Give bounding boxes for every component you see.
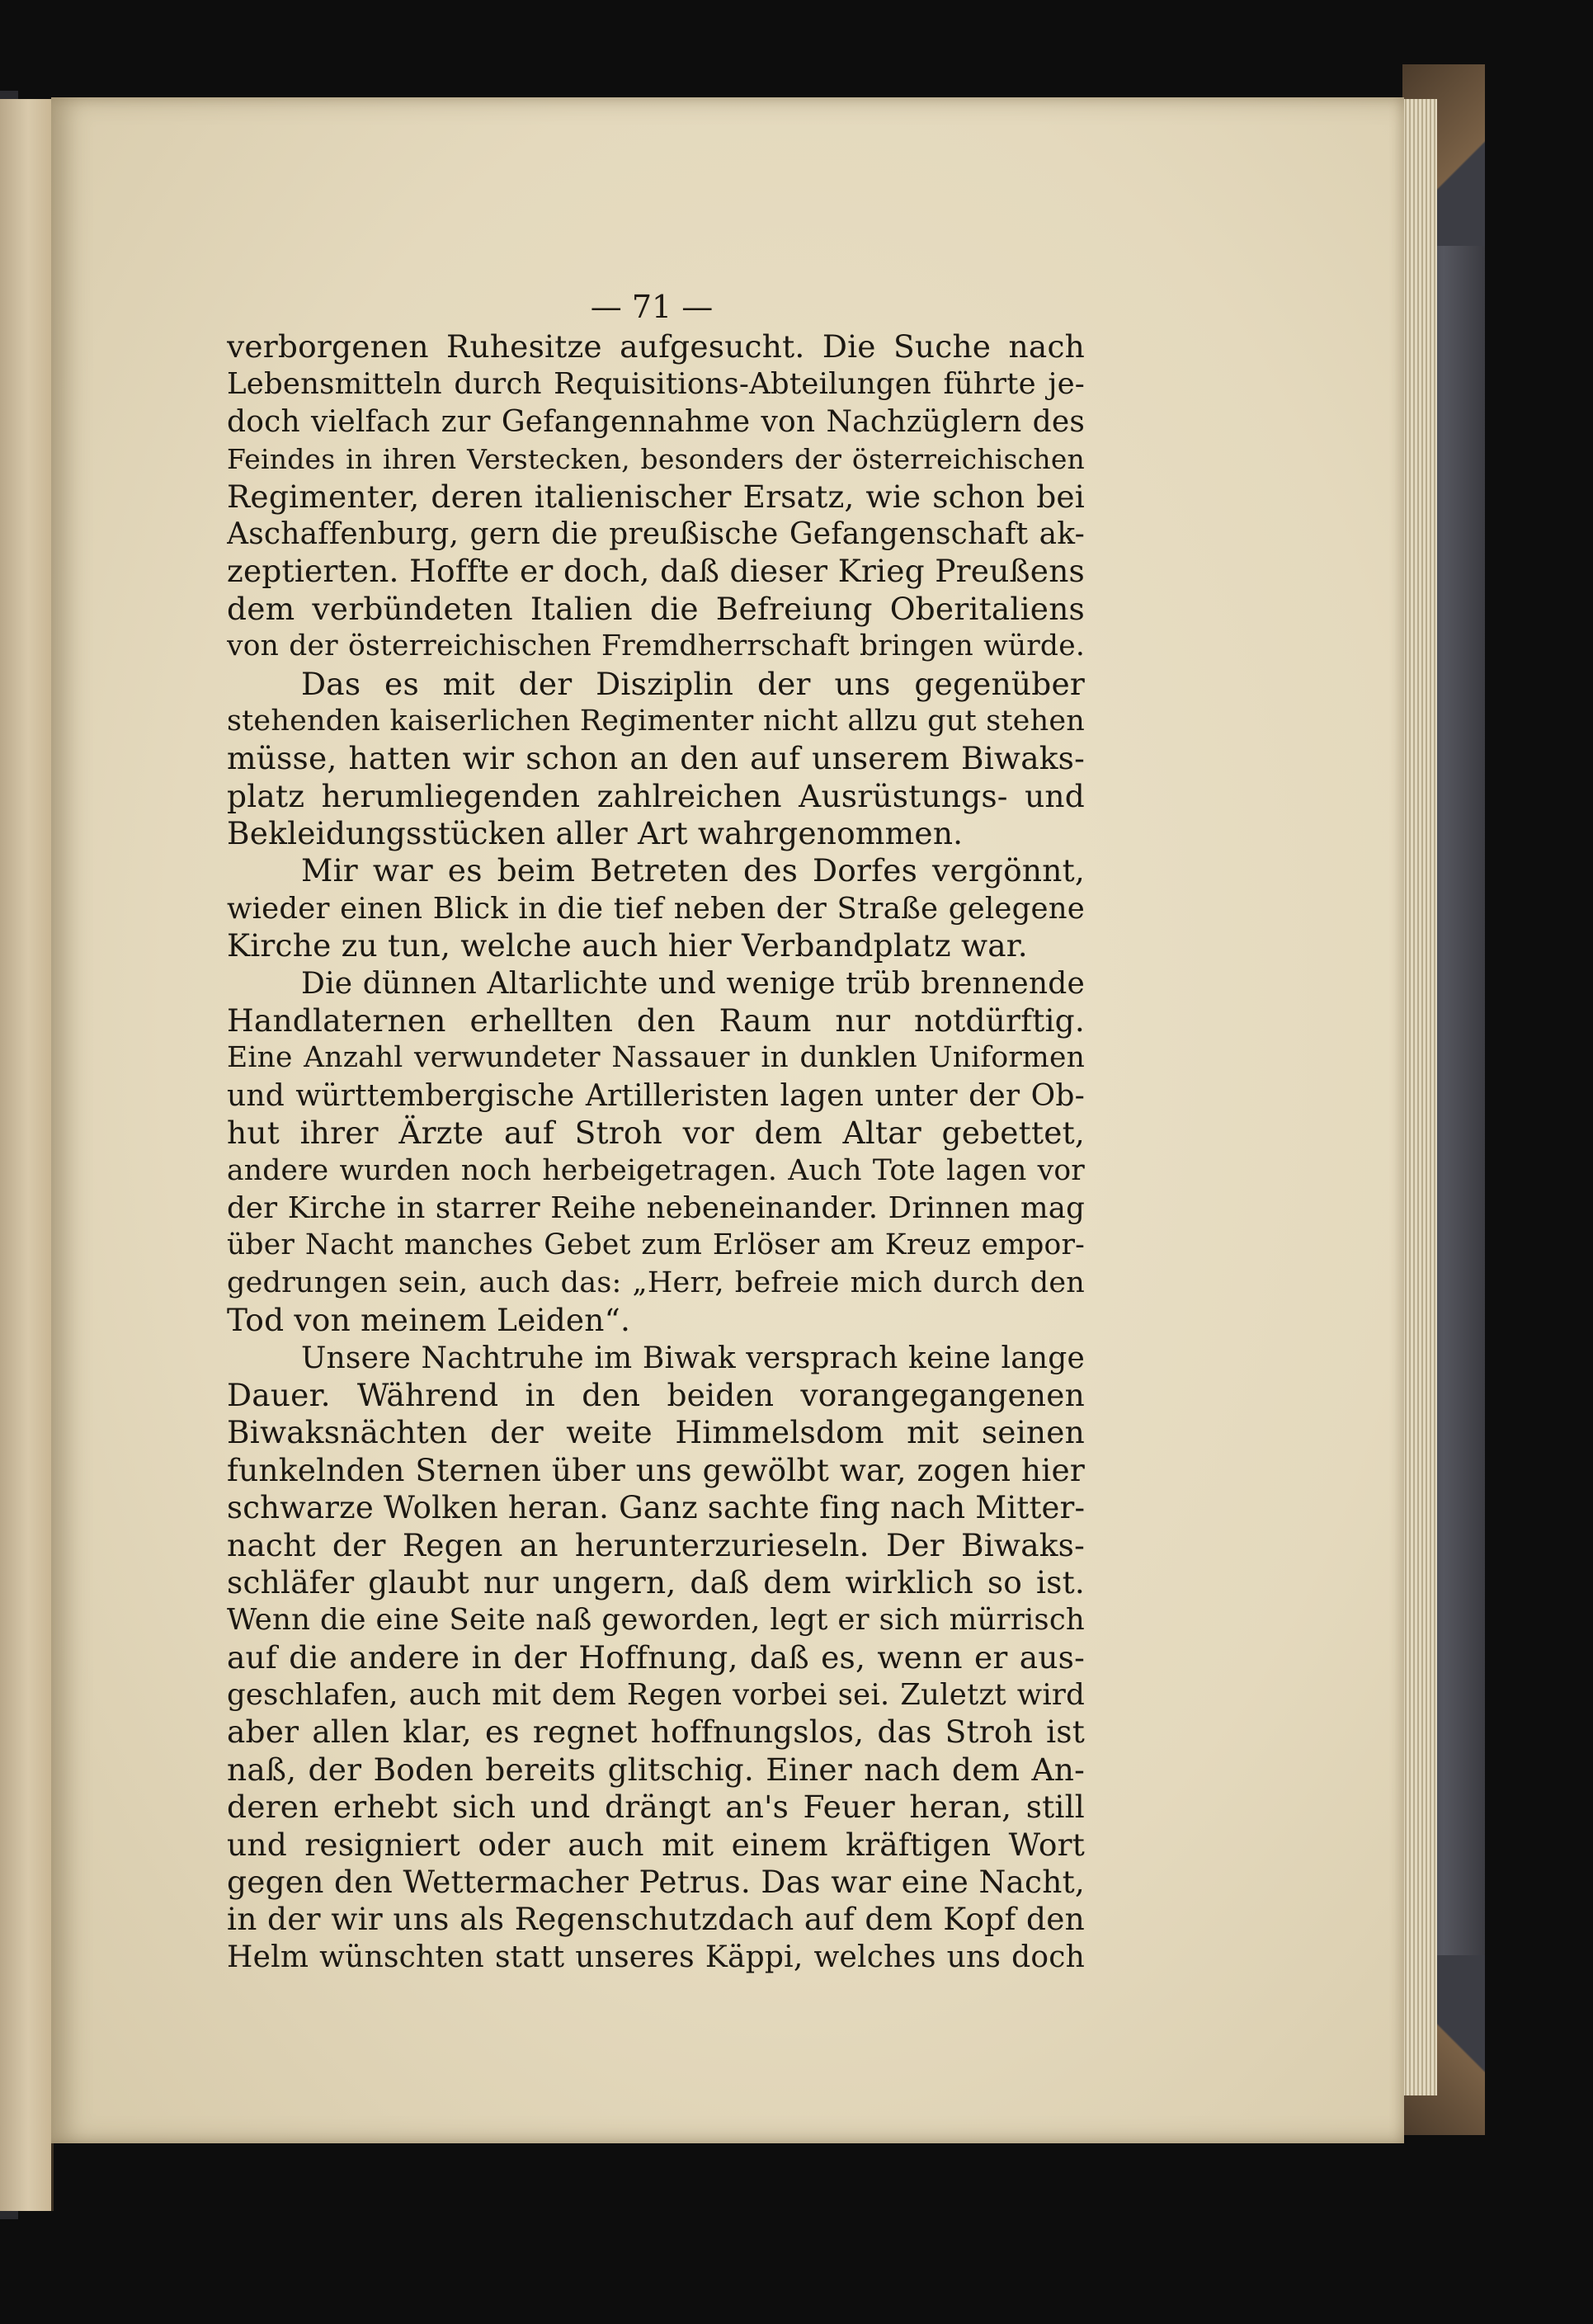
text-line: Lebensmitteln durch Requisitions-Abteilungen führte je-	[227, 367, 1085, 402]
text-line: gegen den Wettermacher Petrus. Das war eine Nacht,	[227, 1864, 1085, 1901]
text-line: doch vielfach zur Gefangennahme von Nachzüglern des	[227, 404, 1085, 439]
text-line: Eine Anzahl verwundeter Nassauer in dunklen Uniformen	[227, 1041, 1085, 1075]
text-line: andere wurden noch herbeigetragen. Auch Tote lagen vor	[227, 1153, 1085, 1187]
text-line: Tod von meinem Leiden“.	[227, 1302, 631, 1339]
text-line: schläfer glaubt nur ungern, daß dem wirklich so ist.	[227, 1563, 1085, 1600]
text-line: und resigniert oder auch mit einem kräftigen Wort	[227, 1826, 1085, 1863]
text-line: Bekleidungsstücken aller Art wahrgenommen.	[227, 815, 964, 852]
text-line: Unsere Nachtruhe im Biwak versprach keine lange	[301, 1341, 1085, 1375]
text-line: zeptierten. Hoffte er doch, daß dieser Krieg Preußens	[227, 553, 1085, 590]
text-line: Feindes in ihren Verstecken, besonders der österreichischen	[227, 443, 1085, 476]
text-line: schwarze Wolken heran. Ganz sachte fing nach Mitter-	[227, 1490, 1085, 1526]
text-line: Die dünnen Altarlichte und wenige trüb brennende	[301, 966, 1085, 1001]
text-line: stehenden kaiserlichen Regimenter nicht allzu gut stehen	[227, 704, 1085, 738]
text-line: dem verbündeten Italien die Befreiung Oberitaliens	[227, 590, 1085, 627]
text-line: geschlafen, auch mit dem Regen vorbei sei. Zuletzt wird	[227, 1678, 1085, 1713]
text-line: und württembergische Artilleristen lagen unter der Ob-	[227, 1078, 1085, 1113]
text-line: müsse, hatten wir schon an den auf unserem Biwaks-	[227, 740, 1085, 777]
body-text	[227, 328, 1085, 1976]
text-line: Aschaffenburg, gern die preußische Gefangenschaft ak-	[227, 516, 1085, 551]
text-line: verborgenen Ruhesitze aufgesucht. Die Suche nach	[227, 328, 1085, 365]
text-line: Mir war es beim Betreten des Dorfes vergönnt,	[301, 852, 1085, 889]
text-line: deren erhebt sich und drängt an's Feuer heran, still	[227, 1789, 1085, 1826]
text-line: hut ihrer Ärzte auf Stroh vor dem Altar gebettet,	[227, 1115, 1085, 1152]
text-line: der Kirche in starrer Reihe nebeneinander. Drinnen mag	[227, 1190, 1085, 1225]
text-line: von der österreichischen Fremdherrschaft bringen würde.	[227, 629, 1085, 663]
text-line: in der wir uns als Regenschutzdach auf dem Kopf den	[227, 1901, 1085, 1938]
text-line: Dauer. Während in den beiden vorangegangenen	[227, 1376, 1085, 1413]
text-line: Handlaternen erhellten den Raum nur notdürftig.	[227, 1002, 1085, 1039]
text-line: wieder einen Blick in die tief neben der Straße gelegene	[227, 891, 1085, 926]
text-line: Wenn die eine Seite naß geworden, legt er sich mürrisch	[227, 1603, 1085, 1638]
text-line: Das es mit der Disziplin der uns gegenüber	[301, 665, 1085, 702]
text-line: über Nacht manches Gebet zum Erlöser am Kreuz empor-	[227, 1228, 1085, 1262]
page-stack-edges	[1402, 99, 1437, 2095]
text-line: naß, der Boden bereits glitschig. Einer nach dem An-	[227, 1751, 1085, 1788]
text-line: Regimenter, deren italienischer Ersatz, wie schon bei	[227, 478, 1085, 515]
text-line: platz herumliegenden zahlreichen Ausrüstungs- und	[227, 777, 1085, 814]
text-line: auf die andere in der Hoffnung, daß es, wenn er aus-	[227, 1638, 1085, 1676]
text-line: Kirche zu tun, welche auch hier Verbandplatz war.	[227, 927, 1028, 964]
text-line: aber allen klar, es regnet hoffnungslos, das Stroh ist	[227, 1714, 1085, 1751]
text-line: Helm wünschten statt unseres Käppi, welches uns doch	[227, 1940, 1085, 1974]
text-line: gedrungen sein, auch das: „Herr, befreie mich durch den	[227, 1266, 1085, 1299]
text-line: funkelnden Sternen über uns gewölbt war, zogen hier	[227, 1451, 1085, 1488]
text-line: Biwaksnächten der weite Himmelsdom mit seinen	[227, 1414, 1085, 1451]
page-number-text: — 71 —	[590, 289, 714, 325]
page-number	[528, 289, 775, 325]
previous-page-edge	[0, 99, 54, 2211]
text-line: nacht der Regen an herunterzurieseln. Der Biwaks-	[227, 1526, 1085, 1563]
